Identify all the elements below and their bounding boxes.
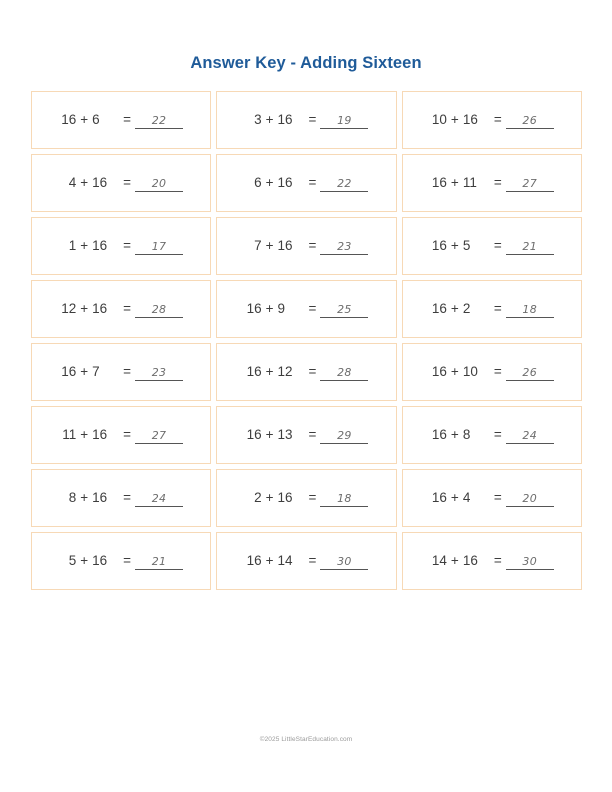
- answer-blank[interactable]: [506, 553, 554, 570]
- answer-value: 22: [151, 113, 167, 127]
- equals-sign: =: [493, 363, 502, 379]
- problem-expression: [430, 238, 554, 255]
- problem-expression: [245, 175, 369, 192]
- operand-second: 5: [462, 237, 471, 253]
- problem-expression: [245, 301, 369, 318]
- answer-value: 23: [151, 365, 167, 379]
- problem-card: [216, 406, 396, 464]
- problem-expression: [245, 490, 369, 507]
- answer-value: 19: [337, 113, 352, 127]
- operand-second: 16: [277, 174, 293, 190]
- operand-first: 16: [431, 300, 447, 316]
- plus-sign: +: [265, 426, 274, 442]
- plus-sign: +: [450, 489, 459, 505]
- answer-blank[interactable]: [506, 112, 554, 129]
- answer-value: 28: [151, 302, 167, 316]
- operand-second: 16: [92, 174, 108, 190]
- plus-sign: +: [80, 552, 89, 568]
- operand-first: 1: [68, 237, 77, 253]
- answer-blank[interactable]: [320, 238, 368, 255]
- problem-card: [31, 217, 211, 275]
- equals-sign: =: [493, 174, 502, 190]
- operand-first: 12: [61, 300, 77, 316]
- answer-value: 20: [522, 491, 537, 505]
- equals-sign: =: [493, 300, 502, 316]
- plus-sign: +: [80, 300, 89, 316]
- operand-second: 16: [277, 237, 293, 253]
- operand-first: 16: [431, 237, 447, 253]
- plus-sign: +: [265, 174, 274, 190]
- plus-sign: +: [450, 300, 459, 316]
- operand-second: 12: [277, 363, 293, 379]
- answer-value: 26: [522, 113, 537, 127]
- equals-sign: =: [123, 489, 132, 505]
- problem-expression: [245, 553, 369, 570]
- problem-expression: [59, 238, 183, 255]
- answer-blank[interactable]: [135, 112, 183, 129]
- answer-blank[interactable]: [320, 553, 368, 570]
- plus-sign: +: [450, 363, 459, 379]
- operand-second: 13: [277, 426, 293, 442]
- operand-second: 16: [277, 111, 293, 127]
- answer-value: 27: [151, 428, 167, 442]
- problem-card: [216, 469, 396, 527]
- problem-grid: [31, 91, 582, 590]
- problem-expression: [59, 112, 183, 129]
- operand-first: 7: [254, 237, 262, 253]
- problem-card: [31, 532, 211, 590]
- equals-sign: =: [493, 426, 502, 442]
- plus-sign: +: [80, 363, 89, 379]
- answer-blank[interactable]: [320, 112, 368, 129]
- problem-card: [402, 217, 582, 275]
- answer-value: 18: [522, 302, 537, 316]
- equals-sign: =: [123, 174, 132, 190]
- answer-blank[interactable]: [135, 427, 183, 444]
- operand-second: 16: [462, 552, 478, 568]
- equals-sign: =: [123, 237, 132, 253]
- equals-sign: =: [493, 552, 502, 568]
- problem-card: [31, 154, 211, 212]
- problem-card: [216, 154, 396, 212]
- plus-sign: +: [450, 237, 459, 253]
- operand-first: 2: [254, 489, 262, 505]
- answer-value: 29: [337, 428, 352, 442]
- equals-sign: =: [123, 300, 132, 316]
- answer-value: 27: [522, 176, 537, 190]
- operand-first: 10: [431, 111, 447, 127]
- problem-expression: [59, 553, 183, 570]
- problem-card: [216, 91, 396, 149]
- problem-card: [216, 280, 396, 338]
- answer-value: 30: [337, 554, 352, 568]
- answer-blank[interactable]: [135, 490, 183, 507]
- answer-value: 22: [337, 176, 352, 190]
- plus-sign: +: [265, 237, 274, 253]
- problem-card: [31, 343, 211, 401]
- answer-value: 20: [151, 176, 167, 190]
- answer-value: 30: [522, 554, 537, 568]
- equals-sign: =: [308, 552, 317, 568]
- equals-sign: =: [123, 426, 132, 442]
- operand-second: 7: [92, 363, 100, 379]
- answer-value: 28: [337, 365, 352, 379]
- problem-expression: [245, 238, 369, 255]
- plus-sign: +: [80, 174, 89, 190]
- problem-expression: [430, 112, 554, 129]
- operand-second: 14: [277, 552, 293, 568]
- equals-sign: =: [308, 237, 317, 253]
- operand-first: 8: [68, 489, 77, 505]
- problem-card: [402, 91, 582, 149]
- answer-blank[interactable]: [320, 175, 368, 192]
- operand-second: 8: [462, 426, 471, 442]
- operand-second: 16: [92, 426, 108, 442]
- answer-blank[interactable]: [135, 301, 183, 318]
- equals-sign: =: [308, 174, 317, 190]
- operand-second: 16: [277, 489, 293, 505]
- problem-expression: [430, 175, 554, 192]
- problem-expression: [59, 490, 183, 507]
- problem-expression: [430, 427, 554, 444]
- problem-expression: [245, 427, 369, 444]
- problem-card: [216, 217, 396, 275]
- problem-card: [402, 154, 582, 212]
- problem-card: [402, 343, 582, 401]
- plus-sign: +: [80, 111, 89, 127]
- equals-sign: =: [308, 300, 317, 316]
- problem-expression: [59, 301, 183, 318]
- operand-second: 11: [462, 174, 477, 190]
- answer-blank[interactable]: [320, 364, 368, 381]
- equals-sign: =: [308, 111, 317, 127]
- operand-first: 3: [254, 111, 262, 127]
- problem-expression: [430, 490, 554, 507]
- operand-second: 2: [462, 300, 471, 316]
- operand-first: 16: [61, 363, 77, 379]
- operand-first: 14: [431, 552, 447, 568]
- problem-expression: [245, 112, 369, 129]
- problem-expression: [430, 301, 554, 318]
- plus-sign: +: [80, 426, 89, 442]
- answer-blank[interactable]: [135, 238, 183, 255]
- operand-second: 16: [92, 300, 108, 316]
- problem-expression: [59, 364, 183, 381]
- answer-value: 25: [337, 302, 352, 316]
- answer-blank[interactable]: [320, 301, 368, 318]
- problem-expression: [430, 553, 554, 570]
- equals-sign: =: [493, 237, 502, 253]
- equals-sign: =: [123, 363, 132, 379]
- equals-sign: =: [123, 552, 132, 568]
- problem-expression: [430, 364, 554, 381]
- operand-second: 16: [92, 237, 108, 253]
- operand-first: 16: [431, 363, 447, 379]
- plus-sign: +: [265, 489, 274, 505]
- answer-value: 24: [151, 491, 167, 505]
- operand-first: 16: [246, 426, 262, 442]
- equals-sign: =: [308, 489, 317, 505]
- answer-value: 21: [522, 239, 537, 253]
- operand-first: 4: [68, 174, 77, 190]
- plus-sign: +: [265, 552, 274, 568]
- operand-second: 10: [462, 363, 478, 379]
- operand-first: 16: [431, 489, 447, 505]
- problem-expression: [59, 175, 183, 192]
- answer-blank[interactable]: [506, 238, 554, 255]
- answer-blank[interactable]: [320, 490, 368, 507]
- answer-blank[interactable]: [320, 427, 368, 444]
- answer-blank[interactable]: [135, 364, 183, 381]
- operand-second: 6: [92, 111, 100, 127]
- plus-sign: +: [265, 111, 274, 127]
- page-title: Answer Key - Adding Sixteen: [190, 54, 422, 72]
- plus-sign: +: [450, 174, 459, 190]
- equals-sign: =: [493, 111, 502, 127]
- equals-sign: =: [308, 426, 317, 442]
- answer-blank[interactable]: [506, 364, 554, 381]
- operand-second: 9: [277, 300, 285, 316]
- problem-card: [31, 469, 211, 527]
- equals-sign: =: [493, 489, 502, 505]
- answer-blank[interactable]: [506, 301, 554, 318]
- problem-expression: [245, 364, 369, 381]
- problem-card: [402, 406, 582, 464]
- equals-sign: =: [308, 363, 317, 379]
- problem-card: [216, 343, 396, 401]
- problem-card: [31, 406, 211, 464]
- problem-card: [402, 280, 582, 338]
- plus-sign: +: [450, 552, 459, 568]
- problem-card: [402, 532, 582, 590]
- operand-first: 16: [61, 111, 77, 127]
- answer-blank[interactable]: [506, 490, 554, 507]
- plus-sign: +: [450, 111, 459, 127]
- operand-first: 16: [431, 426, 447, 442]
- plus-sign: +: [80, 237, 89, 253]
- problem-expression: [59, 427, 183, 444]
- plus-sign: +: [80, 489, 89, 505]
- answer-blank[interactable]: [506, 427, 554, 444]
- plus-sign: +: [450, 426, 459, 442]
- operand-second: 16: [462, 111, 478, 127]
- answer-blank[interactable]: [135, 175, 183, 192]
- operand-first: 16: [246, 552, 262, 568]
- answer-value: 21: [151, 554, 167, 568]
- operand-first: 16: [246, 300, 262, 316]
- plus-sign: +: [265, 363, 274, 379]
- problem-card: [216, 532, 396, 590]
- answer-value: 26: [522, 365, 537, 379]
- plus-sign: +: [265, 300, 274, 316]
- answer-blank[interactable]: [135, 553, 183, 570]
- copyright-footer: ©2025 LittleStarEducation.com: [259, 736, 353, 743]
- problem-card: [31, 91, 211, 149]
- answer-value: 23: [337, 239, 352, 253]
- operand-first: 5: [68, 552, 77, 568]
- operand-first: 16: [246, 363, 262, 379]
- answer-value: 24: [522, 428, 537, 442]
- answer-blank[interactable]: [506, 175, 554, 192]
- operand-first: 11: [62, 426, 77, 442]
- operand-second: 4: [462, 489, 471, 505]
- operand-first: 6: [254, 174, 262, 190]
- problem-card: [31, 280, 211, 338]
- operand-second: 16: [92, 489, 108, 505]
- answer-value: 18: [337, 491, 352, 505]
- equals-sign: =: [123, 111, 132, 127]
- operand-second: 16: [92, 552, 108, 568]
- operand-first: 16: [431, 174, 447, 190]
- problem-card: [402, 469, 582, 527]
- answer-value: 17: [151, 239, 167, 253]
